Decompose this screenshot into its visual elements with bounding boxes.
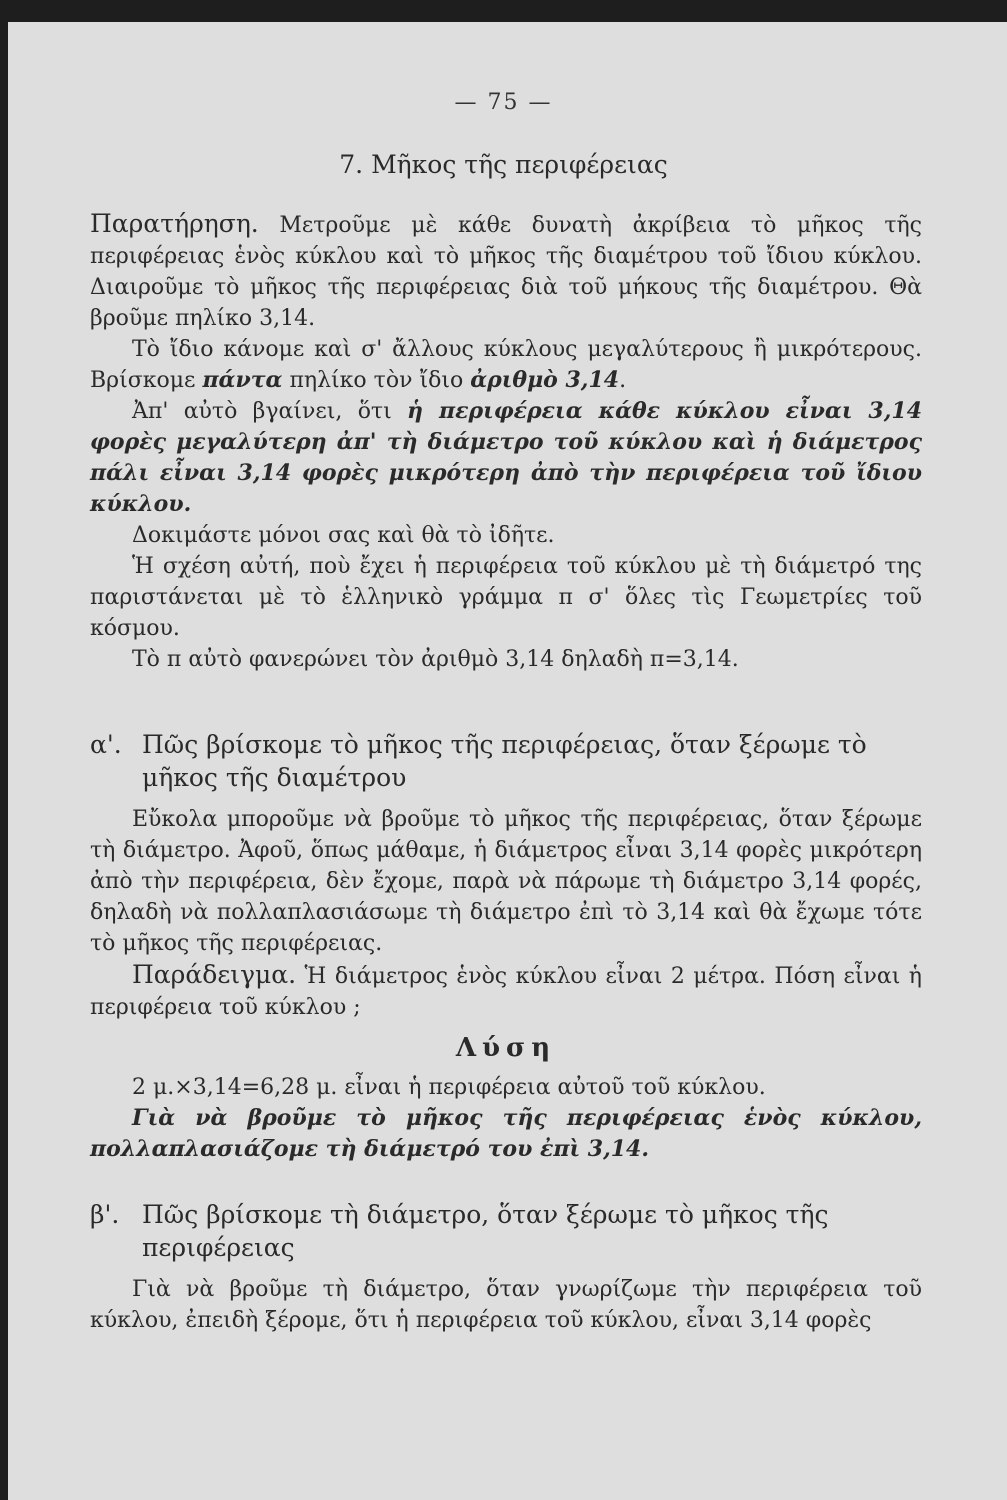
section-a-label: α'. bbox=[90, 730, 122, 759]
section-a-heading-line1: Πῶς βρίσκομε τὸ μῆκος τῆς περιφέρειας, ὅταν ξέρωμε τὸ bbox=[142, 730, 867, 759]
section-b-label: β'. bbox=[90, 1200, 120, 1229]
solution-label: Λύση bbox=[455, 1033, 557, 1063]
intro-section bbox=[90, 208, 922, 675]
p2-end: . bbox=[619, 368, 627, 393]
p2-text: Τὸ ἴδιο κάνομε καὶ σ' ἄλλους κύκλους μεγαλύτερους ἢ μικρότερους. Βρίσκομε bbox=[90, 337, 922, 393]
paragraph-4: Δοκιμάστε μόνοι σας καὶ θὰ τὸ ἰδῆτε. bbox=[132, 523, 555, 548]
example-text: Ἡ διάμετρος ἑνὸς κύκλου εἶναι 2 μέτρα. Πόση εἶναι ἡ περιφέρεια τοῦ κύκλου ; bbox=[90, 964, 922, 1020]
section-b-paragraph: Γιὰ νὰ βροῦμε τὴ διάμετρο, ὅταν γνωρίζωμε τὴν περιφέρεια τοῦ κύκλου, ἐπειδὴ ξέρομε, ὅτι ἡ περιφέρεια τοῦ κύκλου, εἶναι 3,14 φορὲς bbox=[90, 1277, 922, 1333]
paragraph-2 bbox=[90, 334, 922, 396]
observation-lead: Παρατήρηση. bbox=[90, 209, 259, 238]
section-b-heading bbox=[90, 1198, 922, 1264]
paragraph-6: Τὸ π αὐτὸ φανερώνει τὸν ἀριθμὸ 3,14 δηλαδὴ π=3,14. bbox=[132, 647, 739, 672]
section-b-heading-line2: περιφέρειας bbox=[142, 1233, 295, 1262]
section-a-paragraph: Εὔκολα μποροῦμε νὰ βροῦμε τὸ μῆκος τῆς περιφέρειας, ὅταν ξέρωμε τὴ διάμετρο. Ἀφοῦ, ὅπως μάθαμε, ἡ διάμετρος εἶναι 3,14 φορὲς μικρότερη ἀπὸ τὴν περιφέρεια, δὲν ἔχομε, παρὰ νὰ πάρωμε τὴ διάμετρο 3,14 φορές, δηλαδὴ νὰ πολλαπλασιάσωμε τὴ διάμετρο ἐπὶ τὸ 3,14 καὶ θὰ ἔχωμε τότε τὸ μῆκος τῆς περιφέρειας. bbox=[90, 807, 922, 956]
section-a-heading bbox=[90, 728, 922, 794]
example-paragraph bbox=[90, 959, 922, 1023]
paragraph-3 bbox=[90, 396, 922, 520]
p2-text-2: πηλίκο τὸν ἴδιο bbox=[282, 368, 471, 393]
page-number: — 75 — bbox=[454, 90, 553, 115]
section-a bbox=[90, 728, 922, 1165]
observation-text: Μετροῦμε μὲ κάθε δυνατὴ ἀκρίβεια τὸ μῆκος τῆς περιφέρειας ἑνὸς κύκλου καὶ τὸ μῆκος τῆς διαμέτρου τοῦ ἴδιου κύκλου. Διαιροῦμε τὸ μῆκος τῆς περιφέρειας διὰ τοῦ μήκους τῆς διαμέτρου. Θὰ βροῦμε πηλίκο 3,14. bbox=[90, 213, 922, 331]
chapter-title: 7. Μῆκος τῆς περιφέρειας bbox=[339, 150, 668, 179]
paragraph-5: Ἡ σχέση αὐτή, ποὺ ἔχει ἡ περιφέρεια τοῦ κύκλου μὲ τὴ διάμετρό της παριστάνεται μὲ τὸ ἑλληνικὸ γράμμα π σ' ὅλες τὶς Γεωμετρίες τοῦ κόσμου. bbox=[90, 554, 922, 641]
observation-paragraph bbox=[90, 208, 922, 334]
section-b-heading-line1: Πῶς βρίσκομε τὴ διάμετρο, ὅταν ξέρωμε τὸ μῆκος τῆς bbox=[142, 1200, 829, 1229]
p2-emphasis-2: ἀριθμὸ 3,14 bbox=[470, 367, 620, 393]
p3-emphasis: ἡ περιφέρεια κάθε κύκλου εἶναι 3,14 φορὲς μεγαλύτερη ἀπ' τὴ διάμετρο τοῦ κύκλου καὶ ἡ διάμετρος πάλι εἶναι 3,14 φορὲς μικρότερη ἀπὸ τὴν περιφέρεια τοῦ ἴδιου κύκλου. bbox=[90, 398, 923, 517]
solution-calculation: 2 μ.×3,14=6,28 μ. εἶναι ἡ περιφέρεια αὐτοῦ τοῦ κύκλου. bbox=[132, 1075, 766, 1100]
p3-text: Ἀπ' αὐτὸ βγαίνει, ὅτι bbox=[132, 399, 408, 424]
rule-statement: Γιὰ νὰ βροῦμε τὸ μῆκος τῆς περιφέρειας ἑνὸς κύκλου, πολλαπλασιάζομε τὴ διάμετρό του ἐπὶ 3,14. bbox=[90, 1105, 922, 1162]
section-a-heading-line2: μῆκος τῆς διαμέτρου bbox=[142, 763, 407, 792]
section-b bbox=[90, 1198, 922, 1336]
p2-emphasis-1: πάντα bbox=[202, 367, 283, 393]
example-lead: Παράδειγμα. bbox=[132, 960, 297, 989]
